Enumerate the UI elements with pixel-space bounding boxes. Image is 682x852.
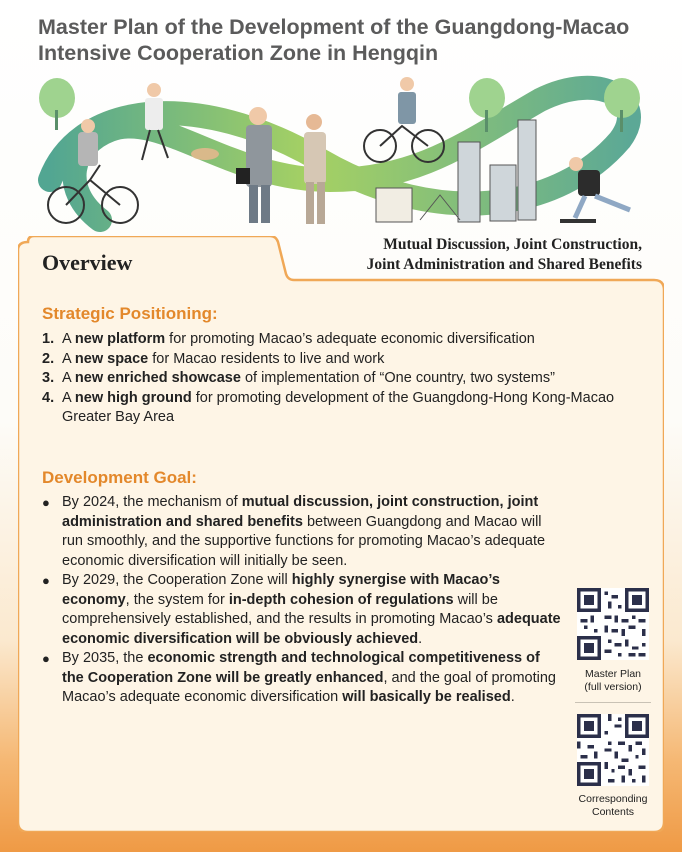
list-item: ● By 2035, the economic strength and technological competitiveness of the Cooperation Zone will be greatly enhanced, and the goal of promoting Macao’s adequate economic diversification will basically be realised. xyxy=(42,650,556,705)
bullet-icon: ● xyxy=(42,573,50,588)
tagline xyxy=(367,235,642,275)
development-goal-heading: Development Goal: xyxy=(42,468,197,487)
title-line-1: Master Plan of the Development of the Guangdong-Macao xyxy=(38,15,630,39)
list-item: 1. A new platform for promoting Macao’s adequate economic diversification xyxy=(42,331,535,347)
title-line-2: Intensive Cooperation Zone in Hengqin xyxy=(38,41,439,65)
bullet-icon: ● xyxy=(42,651,50,666)
qr-label-corresponding-contents: Corresponding Contents xyxy=(578,793,648,818)
tree-left xyxy=(39,78,75,130)
tagline-line-2: Joint Administration and Shared Benefits xyxy=(366,256,642,273)
qr-divider xyxy=(575,702,651,703)
list-item: ● By 2024, the mechanism of mutual discussion, joint construction, joint administration and shared benefits between Guangdong and Macao will run smoothly, and the supportive functions for promoting Macao’s adequate economic diversification will initially be seen. xyxy=(42,494,546,569)
overview-heading: Overview xyxy=(42,250,133,275)
tagline-line-1: Mutual Discussion, Joint Construction, xyxy=(383,236,642,253)
development-goal-list xyxy=(42,493,562,708)
qr-code-corresponding-contents[interactable] xyxy=(577,714,649,786)
list-item: 2. A new space for Macao residents to live and work xyxy=(42,350,385,367)
qr-code-master-plan[interactable] xyxy=(577,588,649,660)
list-item: 4. A new high ground for promoting development of the Guangdong-Hong Kong-Macao Greater Bay Area xyxy=(42,389,615,425)
strategic-positioning-heading: Strategic Positioning: xyxy=(42,304,218,323)
page-title xyxy=(38,14,668,66)
hero-illustration xyxy=(0,70,682,240)
list-item: ● By 2029, the Cooperation Zone will highly synergise with Macao’s economy, the system for in-depth cohesion of regulations will be comprehensively established, and the results in promoting Macao’s adequate economic diversification will be obviously achieved. xyxy=(42,572,561,647)
bullet-icon: ● xyxy=(42,495,50,510)
qr-label-master-plan: Master Plan (full version) xyxy=(584,668,642,693)
strategic-positioning-list xyxy=(42,330,632,428)
list-item: 3. A new enriched showcase of implementation of “One country, two systems” xyxy=(42,370,555,386)
